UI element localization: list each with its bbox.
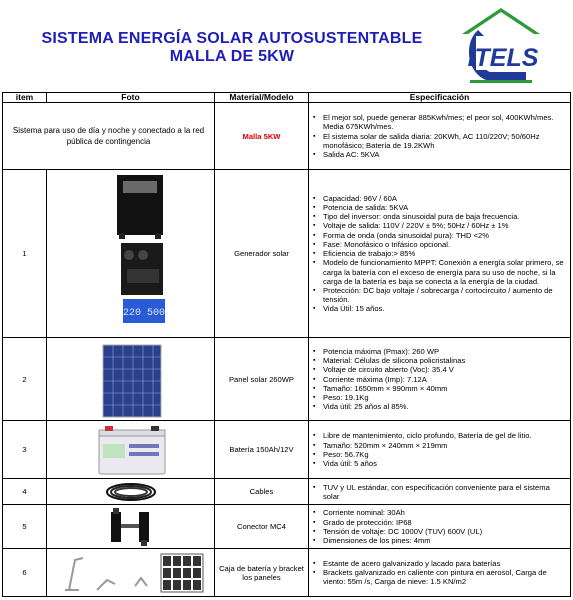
summary-material: Malla 5KW [215,103,309,170]
spec-item: ▪ Peso: 56.7Kg [323,450,568,459]
row-specs [309,170,571,338]
photo-cables [47,479,215,505]
summary-specs [309,103,571,170]
title-line-1: SISTEMA ENERGÍA SOLAR AUTOSUSTENTABLE [41,30,423,47]
row-item-number: 5 [3,505,47,549]
summary-spec-item: ▪ El sistema solar de salida diaria: 20KWh, AC 110/220V; 50/60Hz monofásico; Batería de 19.2KWh [323,132,568,150]
spec-item: ▪ Vida útil: 5 años [323,459,568,468]
row-specs [309,505,571,549]
row-specs [309,421,571,479]
header-material: Material/Modelo [215,93,309,103]
row-material: Panel solar 260WP [215,338,309,421]
spec-item: ▪ Forma de onda (onda sinusoidal pura): THD <2% [323,231,568,240]
spec-item: ▪ Corriente máxima (Imp): 7.12A [323,375,568,384]
spec-item: ▪ Eficiencia de trabajo:> 85% [323,249,568,258]
summary-spec-item: ▪ Salida AC: 5KVA [323,150,568,159]
svg-text:220 500: 220 500 [122,307,166,319]
table-row [3,421,571,479]
row-specs [309,338,571,421]
table-header-row [3,93,571,103]
spec-item: ▪ Vida Útil: 15 años. [323,304,568,313]
row-material: Cables [215,479,309,505]
spec-item: ▪ TUV y UL estándar, con especificación conveniente para el sistema solar [323,483,568,501]
spec-item: ▪ Vida útil: 25 años al 85%. [323,402,568,411]
spec-item: ▪ Grado de protección: IP68 [323,518,568,527]
spec-item: ▪ Tipo del inversor: onda sinusoidal pura de baja frecuencia. [323,212,568,221]
table-row [3,549,571,597]
table-row [3,505,571,549]
spec-item: ▪ Voltaje de salida: 110V / 220V ± 5%; 50Hz / 60Hz ± 1% [323,221,568,230]
table-row [3,170,571,338]
row-material: Caja de batería y bracket los paneles [215,549,309,597]
row-material: Generador solar [215,170,309,338]
spec-item: ▪ Tamaño: 1650mm × 990mm × 40mm [323,384,568,393]
spec-table [2,92,571,597]
row-specs [309,479,571,505]
row-item-number: 6 [3,549,47,597]
document-title [22,30,442,66]
photo-solar-generator [47,170,215,338]
spec-item: ▪ Voltaje de circuito abierto (Voc): 35.4 V [323,365,568,374]
header-spec: Especificación [309,93,571,103]
row-item-number: 4 [3,479,47,505]
row-specs [309,549,571,597]
spec-item: ▪ Capacidad: 96V / 60A [323,194,568,203]
house-logo-icon [456,6,546,90]
table-row [3,338,571,421]
photo-battery-rack-brackets [47,549,215,597]
spec-item: ▪ Material: Células de silicona policristalinas [323,356,568,365]
photo-battery [47,421,215,479]
row-material: Batería 150Ah/12V [215,421,309,479]
row-item-number: 2 [3,338,47,421]
spec-item: ▪ Dimensiones de los pines: 4mm [323,536,568,545]
row-item-number: 3 [3,421,47,479]
photo-mc4-connector [47,505,215,549]
spec-item: ▪ Tensión de voltaje: DC 1000V (TUV) 600V (UL) [323,527,568,536]
header-item: item [3,93,47,103]
document-header [0,0,573,92]
svg-text:ITELS: ITELS [467,44,539,72]
spec-item: ▪ Potencia máxima (Pmax): 260 WP [323,347,568,356]
spec-item: ▪ Modelo de funcionamiento MPPT: Conexión a energía solar primero, se carga la batería con el exceso de energía para su uso de noche, si la carga de la batería es baja se conecta a la energía de la ciudad. [323,258,568,286]
spec-item: ▪ Corriente nominal: 30Ah [323,508,568,517]
spec-item: ▪ Potencia de salida: 5KVA [323,203,568,212]
spec-item: ▪ Peso: 19.1Kg [323,393,568,402]
itels-logo [456,6,546,90]
spec-item: ▪ Protección: DC bajo voltaje / sobrecarga / cortocircuito / aumento de tensión. [323,286,568,304]
spec-item: ▪ Libre de mantenimiento, ciclo profundo, Batería de gel de litio. [323,431,568,440]
summary-spec-item: ▪ El mejor sol, puede generar 885Kwh/mes; el peor sol, 400KWh/mes. Media 675KWh/mes. [323,113,568,131]
header-photo: Foto [47,93,215,103]
summary-row [3,103,571,170]
title-line-2: MALLA DE 5KW [169,48,295,65]
spec-item: ▪ Tamaño: 520mm × 240mm × 219mm [323,441,568,450]
table-row [3,479,571,505]
row-item-number: 1 [3,170,47,338]
row-material: Conector MC4 [215,505,309,549]
summary-description: Sistema para uso de día y noche y conectado a la red pública de contingencia [3,103,215,170]
spec-item: ▪ Estante de acero galvanizado y lacado para baterías [323,559,568,568]
spec-item: ▪ Brackets galvanizado en caliente con pintura en aerosol, Carga de viento: 55m /s, Carga de nieve: 1.5 KN/m2 [323,568,568,586]
photo-solar-panel [47,338,215,421]
spec-item: ▪ Fase: Monofásico o trifásico opcional. [323,240,568,249]
